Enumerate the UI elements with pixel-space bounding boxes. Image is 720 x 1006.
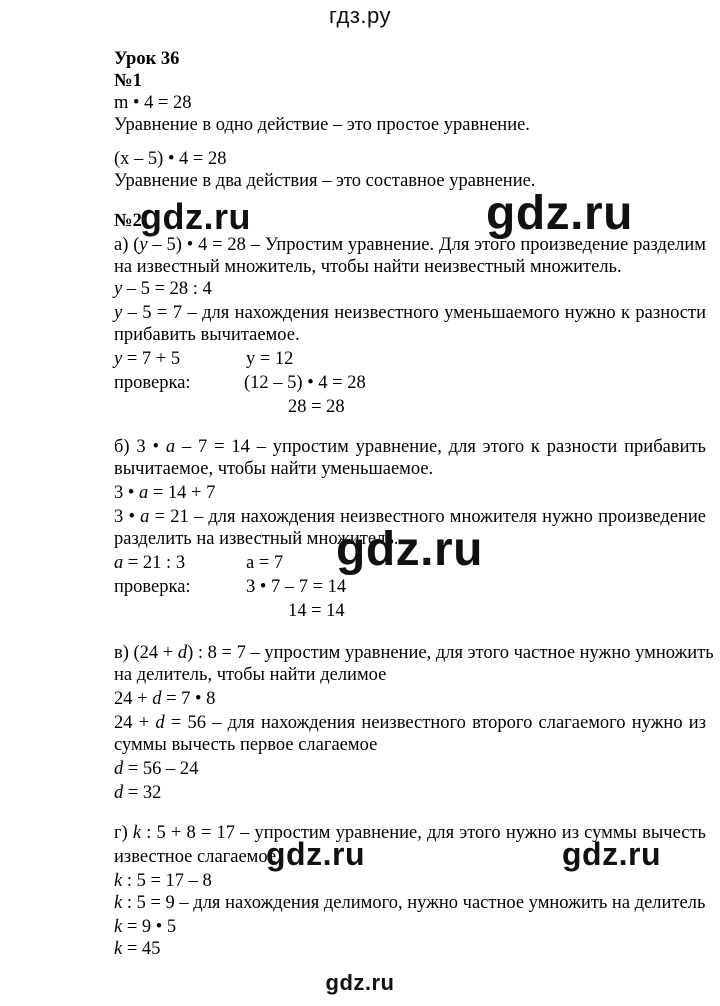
- task2c-line-6: d = 56 – 24: [114, 759, 199, 779]
- task2a-line-5: прибавить вычитаемое.: [114, 325, 300, 345]
- task1-number: №1: [114, 71, 142, 91]
- task2-number: №2: [114, 211, 142, 231]
- task2a-line-4: y – 5 = 7 – для нахождения неизвестного уменьшаемого нужно к разности: [114, 303, 706, 323]
- task2b-line-4: 3 • a = 21 – для нахождения неизвестного множителя нужно произведение: [114, 507, 706, 527]
- task2d-line-2: известное слагаемое: [114, 847, 277, 867]
- task2b-check-2: 14 = 14: [288, 601, 345, 621]
- watermark-bottom-left: gdz.ru: [266, 836, 365, 872]
- site-header[interactable]: гдз.ру: [328, 3, 392, 28]
- task2d-line-6: k = 45: [114, 939, 161, 959]
- watermark-small: gdz.ru: [140, 196, 251, 237]
- task2d-line-1: г) k : 5 + 8 = 17 – упростим уравнение, для этого нужно из суммы вычесть: [114, 823, 706, 843]
- task1-text-2: Уравнение в два действия – это составное уравнение.: [114, 171, 536, 191]
- task2a-check-1: (12 – 5) • 4 = 28: [244, 373, 366, 393]
- task2a-line-2: на известный множитель, чтобы найти неизвестный множитель.: [114, 257, 622, 277]
- task2b-check-label: проверка:: [114, 577, 191, 597]
- task2b-line-5: разделить на известный множитель.: [114, 529, 399, 549]
- task2b-line-2: вычитаемое, чтобы найти уменьшаемое.: [114, 459, 434, 479]
- task2b-line-3: 3 • a = 14 + 7: [114, 483, 216, 503]
- task2c-line-1: в) (24 + d) : 8 = 7 – упростим уравнение, для этого частное нужно умножить: [114, 643, 714, 663]
- watermark-middle: gdz.ru: [336, 523, 483, 576]
- task2a-line-1: а) (y – 5) • 4 = 28 – Упростим уравнение. Для этого произведение разделим: [114, 235, 706, 255]
- task2b-line-1: б) 3 • a – 7 = 14 – упростим уравнение, для этого к разности прибавить: [114, 437, 706, 457]
- watermark-bottom-right: gdz.ru: [562, 836, 661, 872]
- watermark-large: gdz.ru: [486, 187, 633, 240]
- site-footer[interactable]: gdz.ru: [325, 970, 395, 995]
- task1-equation-2: (x – 5) • 4 = 28: [114, 149, 227, 169]
- task2c-line-7: d = 32: [114, 783, 162, 803]
- lesson-title: Урок 36: [114, 49, 180, 69]
- task2a-result: y = 12: [246, 349, 294, 369]
- task2a-line-3: y – 5 = 28 : 4: [114, 279, 212, 299]
- task2a-check-label: проверка:: [114, 373, 191, 393]
- task2d-line-5: k = 9 • 5: [114, 917, 177, 937]
- task2d-line-4: k : 5 = 9 – для нахождения делимого, нужно частное умножить на делитель: [114, 893, 706, 913]
- task2c-line-3: 24 + d = 7 • 8: [114, 689, 216, 709]
- task2b-check-1: 3 • 7 – 7 = 14: [246, 577, 347, 597]
- task2d-line-3: k : 5 = 17 – 8: [114, 871, 212, 891]
- task2c-line-2: на делитель, чтобы найти делимое: [114, 665, 387, 685]
- task2b-result: a = 7: [246, 553, 284, 573]
- task2a-check-2: 28 = 28: [288, 397, 345, 417]
- task2c-line-4: 24 + d = 56 – для нахождения неизвестного второго слагаемого нужно из: [114, 713, 707, 733]
- task2a-line-6: y = 7 + 5: [114, 349, 181, 369]
- task1-text-1: Уравнение в одно действие – это простое уравнение.: [114, 115, 530, 135]
- task1-equation-1: m • 4 = 28: [114, 93, 192, 113]
- task2c-line-5: суммы вычесть первое слагаемое: [114, 735, 378, 755]
- task2b-line-6: a = 21 : 3: [114, 553, 186, 573]
